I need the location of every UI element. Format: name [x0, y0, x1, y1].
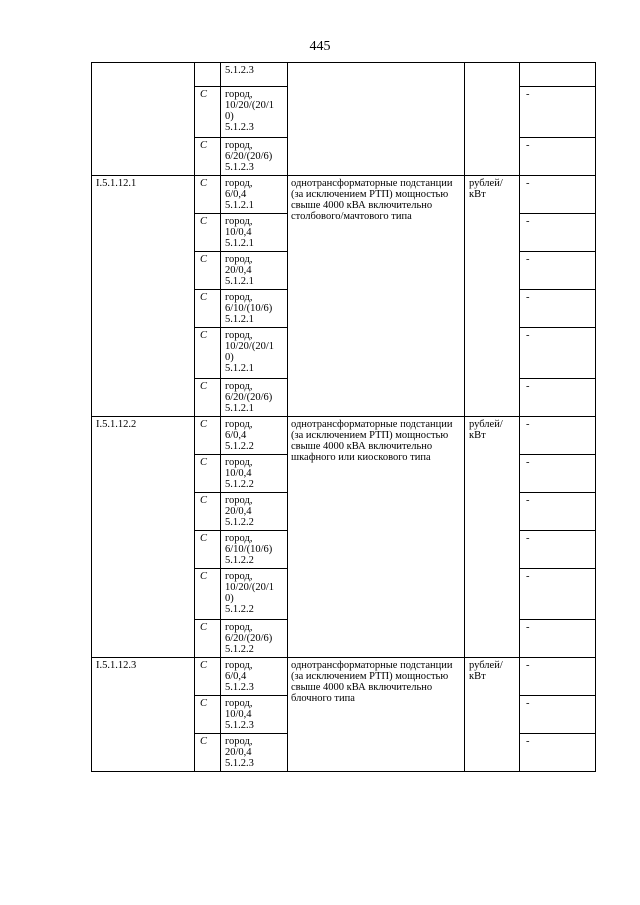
category-cell: С	[195, 455, 221, 493]
category-cell: С	[195, 417, 221, 455]
parameter-cell	[221, 63, 288, 87]
parameter-line: 5.1.2.1	[225, 363, 254, 374]
parameter-line: 0)	[225, 352, 234, 363]
parameter-line: 5.1.2.1	[225, 314, 254, 325]
parameter-cell	[221, 290, 288, 328]
parameter-line: 6/20/(20/6)	[225, 392, 273, 403]
parameter-cell	[221, 379, 288, 417]
parameter-line: город,	[225, 178, 253, 189]
unit-cell	[465, 63, 520, 176]
parameter-cell	[221, 734, 288, 772]
value-cell: -	[520, 138, 596, 176]
parameter-line: 10/0,4	[225, 468, 252, 479]
parameter-line: 5.1.2.3	[225, 122, 254, 133]
parameter-line: город,	[225, 140, 253, 151]
value-cell: -	[520, 328, 596, 379]
description-cell: однотрансформаторные подстанции (за исключением РТП) мощностью свыше 4000 кВА включительно шкафного или киоскового типа	[288, 417, 465, 658]
parameter-line: город,	[225, 216, 253, 227]
parameter-line: 5.1.2.2	[225, 604, 254, 615]
item-code: I.5.1.12.1	[92, 176, 195, 417]
parameter-cell	[221, 569, 288, 620]
parameter-line: 5.1.2.3	[225, 758, 254, 769]
parameter-cell	[221, 252, 288, 290]
parameter-line: город,	[225, 254, 253, 265]
category-cell: С	[195, 658, 221, 696]
parameter-line: 6/10/(10/6)	[225, 303, 273, 314]
value-cell: -	[520, 87, 596, 138]
parameter-line: 10/20/(20/1	[225, 100, 274, 111]
parameter-line: 10/20/(20/1	[225, 341, 274, 352]
category-cell: С	[195, 176, 221, 214]
category-cell: С	[195, 252, 221, 290]
item-code	[92, 63, 195, 176]
parameter-line: 6/20/(20/6)	[225, 633, 273, 644]
value-cell: -	[520, 569, 596, 620]
value-cell: -	[520, 658, 596, 696]
description-cell	[288, 63, 465, 176]
category-cell: С	[195, 569, 221, 620]
value-cell: -	[520, 176, 596, 214]
parameter-line: город,	[225, 533, 253, 544]
description-cell: однотрансформаторные подстанции (за исключением РТП) мощностью свыше 4000 кВА включительно блочного типа	[288, 658, 465, 772]
parameter-line: город,	[225, 622, 253, 633]
category-cell: С	[195, 696, 221, 734]
unit-cell: рублей/ кВт	[465, 658, 520, 772]
parameter-cell	[221, 620, 288, 658]
table-row	[92, 417, 596, 455]
tariff-table	[91, 62, 596, 772]
description-cell: однотрансформаторные подстанции (за исключением РТП) мощностью свыше 4000 кВА включительно столбового/мачтового типа	[288, 176, 465, 417]
parameter-line: 6/0,4	[225, 189, 247, 200]
category-cell: С	[195, 214, 221, 252]
parameter-line: 5.1.2.3	[225, 682, 254, 693]
unit-cell: рублей/ кВт	[465, 176, 520, 417]
parameter-line: 5.1.2.3	[225, 162, 254, 173]
parameter-line: 20/0,4	[225, 265, 252, 276]
parameter-cell	[221, 87, 288, 138]
parameter-line: город,	[225, 330, 253, 341]
parameter-line: 6/10/(10/6)	[225, 544, 273, 555]
page-number: 445	[309, 39, 331, 54]
value-cell: -	[520, 455, 596, 493]
parameter-line: 5.1.2.3	[225, 720, 254, 731]
parameter-cell	[221, 455, 288, 493]
parameter-cell	[221, 214, 288, 252]
item-code: I.5.1.12.2	[92, 417, 195, 658]
value-cell: -	[520, 493, 596, 531]
category-cell: С	[195, 328, 221, 379]
parameter-line: 5.1.2.2	[225, 555, 254, 566]
parameter-cell	[221, 328, 288, 379]
parameter-line: 5.1.2.1	[225, 276, 254, 287]
parameter-line: 6/0,4	[225, 430, 247, 441]
value-cell: -	[520, 620, 596, 658]
category-cell	[195, 63, 221, 87]
table-row	[92, 63, 596, 87]
item-code: I.5.1.12.3	[92, 658, 195, 772]
parameter-line: город,	[225, 292, 253, 303]
parameter-line: 5.1.2.2	[225, 517, 254, 528]
category-cell: С	[195, 379, 221, 417]
unit-cell: рублей/ кВт	[465, 417, 520, 658]
parameter-line: 20/0,4	[225, 747, 252, 758]
table-row	[92, 658, 596, 696]
category-cell: С	[195, 531, 221, 569]
value-cell: -	[520, 696, 596, 734]
parameter-line: город,	[225, 660, 253, 671]
value-cell: -	[520, 734, 596, 772]
parameter-line: 0)	[225, 111, 234, 122]
parameter-line: город,	[225, 89, 253, 100]
category-cell: С	[195, 493, 221, 531]
parameter-line: 5.1.2.1	[225, 200, 254, 211]
parameter-cell	[221, 493, 288, 531]
parameter-line: 6/20/(20/6)	[225, 151, 273, 162]
parameter-cell	[221, 531, 288, 569]
category-cell: С	[195, 87, 221, 138]
parameter-cell	[221, 176, 288, 214]
parameter-line: 5.1.2.2	[225, 479, 254, 490]
value-cell: -	[520, 290, 596, 328]
parameter-line: город,	[225, 381, 253, 392]
parameter-line: 0)	[225, 593, 234, 604]
parameter-line: 6/0,4	[225, 671, 247, 682]
parameter-line: 5.1.2.2	[225, 441, 254, 452]
parameter-line: город,	[225, 495, 253, 506]
parameter-line: город,	[225, 419, 253, 430]
value-cell	[520, 63, 596, 87]
value-cell: -	[520, 214, 596, 252]
parameter-line: 10/0,4	[225, 709, 252, 720]
parameter-line: 20/0,4	[225, 506, 252, 517]
parameter-line: 5.1.2.2	[225, 644, 254, 655]
category-cell: С	[195, 138, 221, 176]
category-cell: С	[195, 620, 221, 658]
category-cell: С	[195, 290, 221, 328]
table-row	[92, 176, 596, 214]
value-cell: -	[520, 531, 596, 569]
parameter-line: 5.1.2.1	[225, 403, 254, 414]
parameter-line: город,	[225, 571, 253, 582]
value-cell: -	[520, 417, 596, 455]
parameter-line: город,	[225, 457, 253, 468]
parameter-cell	[221, 658, 288, 696]
category-cell: С	[195, 734, 221, 772]
parameter-line: 10/20/(20/1	[225, 582, 274, 593]
parameter-cell	[221, 138, 288, 176]
parameter-line: город,	[225, 736, 253, 747]
parameter-line: 5.1.2.3	[225, 65, 254, 76]
parameter-line: город,	[225, 698, 253, 709]
parameter-cell	[221, 696, 288, 734]
value-cell: -	[520, 379, 596, 417]
parameter-cell	[221, 417, 288, 455]
value-cell: -	[520, 252, 596, 290]
parameter-line: 5.1.2.1	[225, 238, 254, 249]
parameter-line: 10/0,4	[225, 227, 252, 238]
